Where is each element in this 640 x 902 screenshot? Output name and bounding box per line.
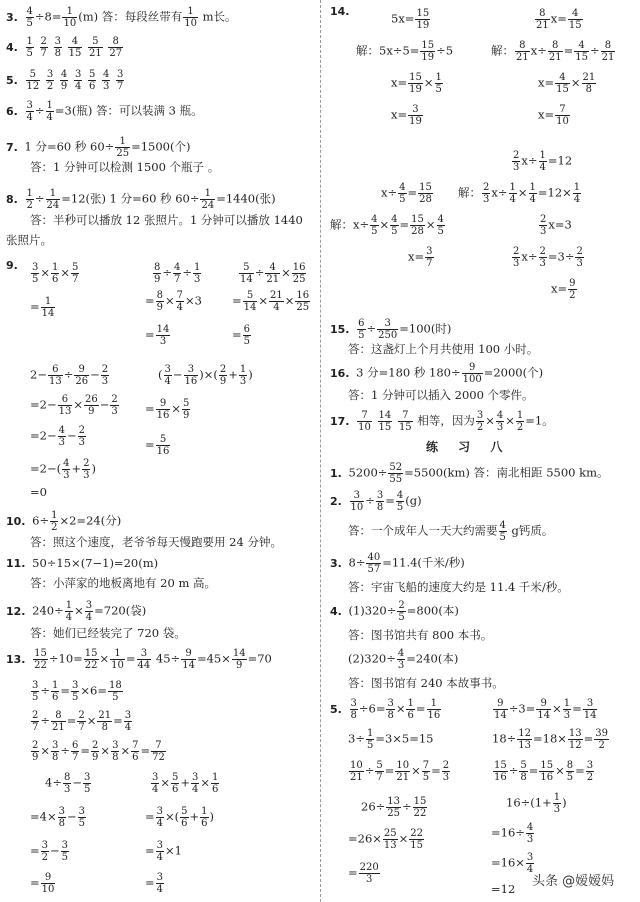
- fraction: $\frac{4}{3}$: [63, 458, 70, 481]
- fraction: $\frac{15}{16}$: [540, 760, 554, 783]
- fraction: $\frac{3}{5}$: [32, 680, 39, 703]
- fraction: $\frac{14}{9}$: [232, 648, 246, 671]
- fraction: $\frac{21}{4}$: [270, 290, 283, 313]
- fraction: $\frac{7}{10}$: [358, 410, 371, 433]
- fraction: $\frac{5}{8}$: [520, 760, 527, 783]
- fraction: $\frac{3}{19}$: [409, 104, 422, 127]
- answer-line-left-40: = $\frac{3}{2}$ − $\frac{3}{5}$: [30, 840, 69, 863]
- fraction: $\frac{3}{7}$: [117, 69, 124, 92]
- answer-line-left-41: = $\frac{3}{4}$ ×1: [145, 840, 182, 863]
- problem-number: 16.: [330, 366, 350, 380]
- answer-line-right-11: 解： $\frac{2}{3}$ x÷ $\frac{1}{4}$ × $\frac{1}{4}$ =12× $\frac{1}{4}$: [458, 182, 581, 205]
- fraction: $\frac{3}{4}$: [156, 806, 164, 829]
- fraction: $\frac{14}{15}$: [378, 410, 392, 433]
- answer-line-right-22: 2. $\frac{3}{10}$ ÷ $\frac{3}{8}$ = $\frac{4}{5}$ (g): [330, 490, 422, 513]
- right-column: [326, 0, 640, 902]
- fraction: $\frac{2}{7}$: [40, 36, 47, 59]
- fraction: $\frac{3}{4}$: [526, 852, 534, 875]
- fraction: $\frac{1}{24}$: [46, 188, 60, 211]
- fraction: $\frac{4}{7}$: [174, 262, 181, 285]
- fraction: $\frac{1}{2}$: [516, 410, 524, 433]
- fraction: $\frac{1}{10}$: [63, 6, 77, 29]
- problem-number: 4.: [330, 604, 342, 618]
- fraction: $\frac{15}{19}$: [409, 72, 422, 95]
- fraction: $\frac{9}{14}$: [182, 648, 195, 671]
- fraction: $\frac{8}{21}$: [516, 40, 529, 63]
- fraction: $\frac{22}{15}$: [410, 828, 424, 851]
- fraction: $\frac{9}{16}$: [156, 398, 170, 421]
- answer-line-right-7: x= $\frac{3}{19}$: [391, 104, 422, 127]
- fraction: $\frac{9}{14}$: [537, 698, 551, 721]
- fraction: $\frac{3}{2}$: [46, 69, 54, 92]
- fraction: $\frac{7}{5}$: [422, 760, 430, 783]
- fraction: $\frac{3}{44}$: [137, 648, 151, 671]
- fraction: $\frac{5}{7}$: [376, 760, 383, 783]
- fraction: $\frac{3}{2}$: [586, 760, 594, 783]
- fraction: $\frac{4}{15}$: [68, 36, 82, 59]
- fraction: $\frac{1}{3}$: [553, 792, 561, 815]
- fraction: $\frac{5}{12}$: [26, 69, 40, 92]
- answer-line-left-30: 12. 240÷ $\frac{1}{4}$ × $\frac{3}{4}$ =720(袋): [6, 600, 147, 623]
- problem-number: 9.: [6, 259, 18, 272]
- fraction: $\frac{3}{250}$: [378, 318, 398, 341]
- fraction: $\frac{3}{16}$: [184, 364, 198, 387]
- answer-line-right-39: =16÷ $\frac{4}{3}$: [491, 822, 534, 845]
- fraction: $\frac{2}{3}$: [483, 182, 490, 205]
- answer-line-left-13: = $\frac{1}{14}$: [30, 296, 55, 319]
- answer-line-left-21: = $\frac{9}{16}$ × $\frac{5}{9}$: [145, 398, 190, 421]
- fraction: $\frac{4}{9}$: [60, 69, 68, 92]
- answer-line-right-21: 17. $\frac{7}{10}$ $\frac{14}{15}$ $\frac{7}{15}$ 相等，因为 $\frac{3}{2}$ × $\frac{4}{3}$ × $\frac{1}{2}$ =1。: [330, 410, 554, 433]
- fraction: $\frac{5}{9}$: [183, 398, 190, 421]
- problem-number: 14.: [330, 5, 350, 18]
- fraction: $\frac{3}{4}$: [74, 69, 82, 92]
- fraction: $\frac{4}{15}$: [556, 72, 569, 95]
- fraction: $\frac{2}{3}$: [539, 246, 546, 269]
- fraction: $\frac{2}{3}$: [83, 458, 90, 481]
- answer-line-right-20: 答：1 分钟可以插入 2000 个零件。: [348, 388, 534, 402]
- fraction: $\frac{4}{15}$: [575, 40, 588, 63]
- fraction: $\frac{3}{8}$: [54, 36, 61, 59]
- fraction: $\frac{5}{21}$: [88, 36, 102, 59]
- fraction: $\frac{5}{14}$: [243, 290, 257, 313]
- problem-number: 5.: [6, 73, 18, 87]
- fraction: $\frac{2}{9}$: [92, 740, 99, 763]
- answer-line-left-38: =4× $\frac{3}{8}$ − $\frac{3}{5}$: [30, 806, 85, 829]
- answer-line-left-36: 4÷ $\frac{8}{3}$ − $\frac{3}{5}$: [45, 772, 91, 795]
- problem-number: 7.: [6, 140, 18, 154]
- fraction: $\frac{8}{27}$: [109, 36, 123, 59]
- answer-line-left-18: 2− $\frac{6}{13}$ ÷ $\frac{9}{26}$ − $\frac{2}{3}$: [30, 364, 109, 387]
- fraction: $\frac{7}{15}$: [398, 410, 412, 433]
- fraction: $\frac{12}{13}$: [518, 728, 532, 751]
- fraction: $\frac{1}{2}$: [51, 510, 58, 533]
- answer-line-left-11: $\frac{8}{9}$ ÷ $\frac{4}{7}$ ÷ $\frac{1}{3}$: [154, 262, 201, 285]
- answer-line-right-30: 5. $\frac{3}{8}$ ÷6= $\frac{3}{8}$ × $\frac{1}{6}$ = $\frac{1}{16}$: [330, 698, 441, 721]
- fraction: $\frac{16}{25}$: [292, 262, 306, 285]
- fraction: $\frac{1}{6}$: [52, 680, 59, 703]
- fraction: $\frac{3}{8}$: [58, 806, 65, 829]
- fraction: $\frac{5}{16}$: [156, 434, 170, 457]
- fraction: $\frac{5}{6}$: [181, 806, 188, 829]
- answer-line-left-15: = $\frac{5}{14}$ × $\frac{21}{4}$ × $\frac{16}{25}$: [232, 290, 310, 313]
- fraction: $\frac{6}{5}$: [243, 324, 251, 347]
- answer-line-left-10: $\frac{3}{5}$ × $\frac{1}{6}$ × $\frac{5}{7}$: [32, 262, 79, 285]
- fraction: $\frac{1}{6}$: [407, 698, 414, 721]
- answer-line-right-41: =16× $\frac{3}{4}$: [491, 852, 534, 875]
- fraction: $\frac{15}{16}$: [494, 760, 507, 783]
- fraction: $\frac{2}{3}$: [513, 150, 520, 173]
- problem-number: 1.: [330, 466, 342, 480]
- answer-line-left-32: 13. $\frac{15}{22}$ ÷10= $\frac{15}{22}$ × $\frac{1}{10}$ = $\frac{3}{44}$ 45÷ $\frac{9}{14}$ =45× $\frac{14}{9}$ =70: [6, 648, 272, 671]
- fraction: $\frac{1}{24}$: [201, 188, 215, 211]
- fraction: $\frac{4}{3}$: [103, 69, 110, 92]
- fraction: $\frac{3}{5}$: [32, 262, 39, 285]
- problem-number: 17.: [330, 414, 350, 428]
- fraction: $\frac{25}{13}$: [383, 828, 397, 851]
- answer-line-left-5: 答：1 分钟可以检测 1500 个瓶子 。: [30, 160, 220, 174]
- answer-line-right-6: x= $\frac{4}{15}$ × $\frac{21}{8}$: [538, 72, 596, 95]
- answer-line-left-1: [6, 36, 124, 59]
- answer-line-right-8: x= $\frac{7}{10}$: [538, 104, 569, 127]
- problem-number: 6.: [6, 104, 18, 118]
- fraction: $\frac{7}{6}$: [132, 740, 139, 763]
- problem-number: 12.: [6, 604, 26, 618]
- fraction: $\frac{39}{2}$: [595, 728, 609, 751]
- fraction: $\frac{8}{9}$: [154, 262, 161, 285]
- fraction: $\frac{3}{5}$: [72, 680, 79, 703]
- fraction: $\frac{3}{4}$: [124, 710, 132, 733]
- fraction: $\frac{1}{6}$: [52, 262, 59, 285]
- fraction: $\frac{1}{16}$: [427, 698, 441, 721]
- answer-line-left-39: = $\frac{3}{4}$ ×( $\frac{5}{6}$ + $\frac{1}{6}$ ): [145, 806, 215, 829]
- fraction: $\frac{7}{4}$: [176, 290, 184, 313]
- fraction: $\frac{4}{5}$: [391, 214, 398, 237]
- fraction: $\frac{4}{3}$: [58, 425, 65, 448]
- answer-line-right-28: (2)320÷ $\frac{4}{3}$ =240(本): [348, 648, 459, 671]
- answer-line-right-29: 答：图书馆有 240 本故事书。: [348, 676, 504, 690]
- problem-number: 3.: [6, 10, 18, 24]
- fraction: $\frac{1}{5}$: [26, 36, 33, 59]
- fraction: $\frac{3}{4}$: [156, 840, 164, 863]
- fraction: $\frac{2}{3}$: [540, 214, 547, 237]
- fraction: $\frac{1}{6}$: [201, 806, 208, 829]
- left-column: [0, 0, 318, 902]
- fraction: $\frac{4}{5}$: [26, 6, 33, 29]
- answer-line-right-37: 16÷(1+ $\frac{1}{3}$ ): [506, 792, 567, 815]
- answer-line-right-10: x÷ $\frac{4}{5}$ = $\frac{15}{28}$: [381, 182, 432, 205]
- fraction: $\frac{16}{25}$: [296, 290, 310, 313]
- fraction: $\frac{5}{6}$: [172, 772, 179, 795]
- problem-number: 4.: [6, 40, 18, 54]
- answer-line-exercise8-q1: 1. 5200÷ $\frac{52}{55}$ =5500(km) 答：南北相距 5500 km。: [330, 462, 609, 485]
- fraction: $\frac{1}{4}$: [65, 600, 73, 623]
- fraction: $\frac{4}{5}$: [371, 214, 378, 237]
- fraction: $\frac{8}{21}$: [548, 40, 562, 63]
- fraction: $\frac{3}{4}$: [152, 772, 159, 795]
- answer-line-right-33: 18÷ $\frac{12}{13}$ =18× $\frac{13}{12}$ = $\frac{39}{2}$: [492, 728, 609, 751]
- fraction: $\frac{3}{4}$: [156, 872, 164, 895]
- section-title: 练 习 八: [426, 440, 511, 454]
- fraction: $\frac{2}{7}$: [78, 710, 85, 733]
- fraction: $\frac{9}{10}$: [41, 872, 55, 895]
- answer-line-left-22: =2− $\frac{4}{3}$ − $\frac{2}{3}$: [30, 425, 85, 448]
- answer-line-left-31: 答：她们已经装完了 720 袋。: [30, 626, 186, 640]
- answer-line-left-33: $\frac{3}{5}$ ÷ $\frac{1}{6}$ = $\frac{3}{5}$ ×6= $\frac{18}{5}$: [32, 680, 122, 703]
- answer-line-right-1: 5x= $\frac{15}{19}$: [391, 8, 430, 31]
- fraction: $\frac{3}{4}$: [85, 600, 93, 623]
- fraction: $\frac{21}{8}$: [582, 72, 596, 95]
- fraction: $\frac{3}{14}$: [583, 698, 597, 721]
- fraction: $\frac{2}{7}$: [32, 710, 39, 733]
- fraction: $\frac{9}{26}$: [75, 364, 89, 387]
- fraction: $\frac{1}{10}$: [184, 6, 197, 29]
- fraction: $\frac{1}{14}$: [41, 296, 55, 319]
- answer-line-left-4: 7. 1 分=60 秒 60÷ $\frac{1}{25}$ =1500(个): [6, 136, 191, 159]
- fraction: $\frac{8}{3}$: [63, 772, 71, 795]
- answer-line-left-12: $\frac{5}{14}$ ÷ $\frac{4}{21}$ × $\frac{16}{25}$: [240, 262, 306, 285]
- fraction: $\frac{3}{5}$: [83, 772, 91, 795]
- answer-line-right-32: 3÷ $\frac{1}{5}$ =3×5=15: [348, 728, 434, 751]
- problem-number: 13.: [6, 652, 26, 666]
- answer-line-right-17: 15. $\frac{6}{5}$ ÷ $\frac{3}{250}$ =100(时): [330, 318, 452, 341]
- problem-number: 5.: [330, 702, 342, 716]
- answer-line-left-8: 张照片。: [6, 233, 52, 247]
- fraction: $\frac{3}{4}$: [26, 100, 33, 123]
- fraction: $\frac{18}{5}$: [109, 680, 122, 703]
- fraction: $\frac{8}{5}$: [566, 760, 574, 783]
- answer-line-right-26: 4. (1)320÷ $\frac{2}{5}$ =800(本): [330, 600, 459, 623]
- answer-line-right-34: $\frac{10}{21}$ ÷ $\frac{5}{7}$ = $\frac{10}{21}$ × $\frac{7}{5}$ = $\frac{2}{3}$: [350, 760, 450, 783]
- answer-line-right-24: 3. 8÷ $\frac{40}{57}$ =11.4(千米/秒): [330, 552, 465, 575]
- fraction: $\frac{3}{7}$: [426, 246, 433, 269]
- answer-line-left-28: 11. 50÷15×(7−1)=20(m): [6, 556, 159, 570]
- problem-number: 3.: [330, 556, 342, 570]
- fraction: $\frac{10}{21}$: [396, 760, 410, 783]
- fraction: $\frac{6}{7}$: [72, 740, 79, 763]
- answer-line-right-4: 解： $\frac{8}{21}$ x÷ $\frac{8}{21}$ = $\frac{4}{15}$ ÷ $\frac{8}{21}$: [491, 40, 615, 63]
- fraction: $\frac{2}{3}$: [576, 246, 583, 269]
- answer-line-left-17: = $\frac{6}{5}$: [232, 324, 251, 347]
- answer-line-left-0: 3. $\frac{4}{5}$ ÷8= $\frac{1}{10}$ (m) 答：每段丝带有 $\frac{1}{10}$ m长。: [6, 6, 237, 29]
- answer-line-left-37: $\frac{3}{4}$ × $\frac{5}{6}$ + $\frac{3}{4}$ × $\frac{1}{6}$: [152, 772, 219, 795]
- fraction: $\frac{5}{14}$: [240, 262, 253, 285]
- fraction: $\frac{1}{4}$: [573, 182, 581, 205]
- answer-line-left-35: $\frac{2}{9}$ × $\frac{3}{8}$ ÷ $\frac{6}{7}$ = $\frac{2}{9}$ × $\frac{3}{8}$ × $\frac{7}{6}$ = $\frac{7}{72}$: [32, 740, 165, 763]
- answer-line-right-3: 解：5x÷5= $\frac{15}{19}$ ÷5: [356, 40, 454, 63]
- fraction: $\frac{4}{5}$: [396, 490, 404, 513]
- fraction: $\frac{3}{8}$: [387, 698, 394, 721]
- fraction: $\frac{5}{6}$: [88, 69, 96, 92]
- answer-line-right-16: x= $\frac{9}{2}$: [551, 278, 576, 301]
- fraction: $\frac{1}{3}$: [563, 698, 571, 721]
- answer-line-right-40: = $\frac{220}{3}$: [348, 862, 379, 885]
- answer-line-left-14: = $\frac{8}{9}$ × $\frac{7}{4}$ ×3: [145, 290, 202, 313]
- fraction: $\frac{9}{14}$: [494, 698, 507, 721]
- answer-line-right-36: 26÷ $\frac{13}{25}$ ÷ $\frac{15}{22}$: [361, 796, 427, 819]
- answer-line-left-27: 答：照这个速度，老爷爷每天慢跑要用 24 分钟。: [30, 535, 282, 549]
- answer-line-left-2: [6, 69, 125, 92]
- fraction: $\frac{1}{10}$: [111, 648, 124, 671]
- answer-line-left-3: 6. $\frac{3}{4}$ ÷ $\frac{1}{4}$ =3(瓶) 答：可以装满 3 瓶。: [6, 100, 203, 123]
- answer-line-left-23: = $\frac{5}{16}$: [145, 434, 170, 457]
- fraction: $\frac{15}{19}$: [416, 8, 430, 31]
- fraction: $\frac{7}{72}$: [152, 740, 165, 763]
- fraction: $\frac{220}{3}$: [359, 862, 379, 885]
- answer-line-right-35: $\frac{15}{16}$ ÷ $\frac{5}{8}$ = $\frac{15}{16}$ × $\frac{8}{5}$ = $\frac{3}{2}$: [494, 760, 594, 783]
- fraction: $\frac{1}{2}$: [26, 188, 33, 211]
- fraction: $\frac{3}{8}$: [350, 698, 357, 721]
- answer-line-right-23: 答：一个成年人一天大约需要 $\frac{4}{5}$ g钙质。: [348, 520, 554, 543]
- answer-line-right-42: =12: [491, 882, 516, 896]
- answer-line-left-9: [6, 258, 21, 273]
- fraction: $\frac{1}{3}$: [239, 364, 247, 387]
- column-divider: [320, 0, 321, 902]
- answer-line-right-15: $\frac{2}{3}$ x÷ $\frac{2}{3}$ =3÷ $\frac{2}{3}$: [513, 246, 583, 269]
- fraction: $\frac{13}{25}$: [387, 796, 401, 819]
- fraction: $\frac{15}{19}$: [421, 40, 435, 63]
- fraction: $\frac{3}{8}$: [376, 490, 384, 513]
- answer-line-left-16: = $\frac{14}{3}$: [145, 324, 170, 347]
- answer-line-left-43: = $\frac{3}{4}$: [145, 872, 164, 895]
- problem-number: 2.: [330, 494, 342, 508]
- fraction: $\frac{5}{7}$: [72, 262, 79, 285]
- fraction: $\frac{52}{55}$: [389, 462, 403, 485]
- fraction: $\frac{6}{13}$: [58, 394, 72, 417]
- fraction: $\frac{1}{4}$: [539, 150, 546, 173]
- fraction: $\frac{1}{25}$: [116, 136, 130, 159]
- fraction: $\frac{4}{3}$: [526, 822, 534, 845]
- fraction: $\frac{1}{4}$: [509, 182, 516, 205]
- fraction: $\frac{4}{3}$: [496, 410, 504, 433]
- fraction: $\frac{3}{4}$: [164, 364, 171, 387]
- fraction: $\frac{15}{22}$: [34, 648, 47, 671]
- fraction: $\frac{13}{12}$: [568, 728, 582, 751]
- watermark-text: 头条 @嫒嫒妈: [532, 874, 615, 889]
- fraction: $\frac{14}{3}$: [156, 324, 170, 347]
- fraction: $\frac{6}{5}$: [358, 318, 365, 341]
- fraction: $\frac{1}{3}$: [194, 262, 201, 285]
- fraction: $\frac{2}{3}$: [78, 425, 85, 448]
- fraction: $\frac{4}{5}$: [437, 214, 444, 237]
- answer-line-right-0: [330, 4, 353, 19]
- fraction: $\frac{2}{3}$: [513, 246, 520, 269]
- fraction: $\frac{2}{9}$: [32, 740, 39, 763]
- fraction: $\frac{2}{9}$: [219, 364, 227, 387]
- problem-number: 11.: [6, 557, 26, 570]
- fraction: $\frac{7}{10}$: [556, 104, 569, 127]
- fraction: $\frac{3}{2}$: [41, 840, 49, 863]
- fraction: $\frac{15}{22}$: [413, 796, 427, 819]
- answer-line-left-25: =0: [30, 485, 47, 499]
- fraction: $\frac{15}{28}$: [419, 182, 432, 205]
- answer-line-left-20: =2− $\frac{6}{13}$ × $\frac{26}{9}$ − $\frac{2}{3}$: [30, 394, 118, 417]
- answer-line-left-34: $\frac{2}{7}$ ÷ $\frac{8}{21}$ = $\frac{2}{7}$ × $\frac{21}{8}$ = $\frac{3}{4}$: [32, 710, 132, 733]
- problem-number: 10.: [6, 514, 26, 528]
- fraction: $\frac{15}{22}$: [84, 648, 98, 671]
- answer-line-left-6: 8. $\frac{1}{2}$ ÷ $\frac{1}{24}$ =12(张) 1 分=60 秒 60÷ $\frac{1}{24}$ =1440(张): [6, 188, 276, 211]
- fraction: $\frac{3}{10}$: [350, 490, 364, 513]
- answer-line-right-12: 解：x÷ $\frac{4}{5}$ × $\frac{4}{5}$ = $\frac{15}{28}$ × $\frac{4}{5}$: [330, 214, 444, 237]
- problem-number: 8.: [6, 192, 18, 206]
- fraction: $\frac{4}{5}$: [399, 182, 406, 205]
- answer-line-right-5: x= $\frac{15}{19}$ × $\frac{1}{5}$: [391, 72, 442, 95]
- fraction: $\frac{26}{9}$: [84, 394, 98, 417]
- fraction: $\frac{10}{21}$: [350, 760, 363, 783]
- fraction: $\frac{8}{21}$: [52, 710, 65, 733]
- fraction: $\frac{8}{21}$: [601, 40, 615, 63]
- problem-number: 15.: [330, 322, 350, 336]
- fraction: $\frac{3}{4}$: [192, 772, 199, 795]
- fraction: $\frac{3}{2}$: [476, 410, 484, 433]
- fraction: $\frac{2}{3}$: [101, 364, 109, 387]
- fraction: $\frac{1}{5}$: [435, 72, 442, 95]
- answer-line-left-42: = $\frac{9}{10}$: [30, 872, 55, 895]
- fraction: $\frac{1}{4}$: [46, 100, 53, 123]
- answer-line-right-38: =26× $\frac{25}{13}$ × $\frac{22}{15}$: [348, 828, 424, 851]
- fraction: $\frac{8}{9}$: [156, 290, 164, 313]
- fraction: $\frac{3}{8}$: [52, 740, 59, 763]
- answer-line-right-2: $\frac{8}{21}$ x= $\frac{4}{15}$: [536, 8, 582, 31]
- answer-line-left-26: 10. 6÷ $\frac{1}{2}$ ×2=24(分): [6, 510, 122, 533]
- fraction: $\frac{40}{57}$: [367, 552, 381, 575]
- answer-line-right-18: 答：这盏灯上个月共使用 100 小时。: [348, 342, 539, 356]
- answer-line-right-31: $\frac{9}{14}$ ÷3= $\frac{9}{14}$ × $\frac{1}{3}$ = $\frac{3}{14}$: [494, 698, 597, 721]
- fraction: $\frac{1}{4}$: [529, 182, 536, 205]
- answer-line-right-19: 16. 3 分=180 秒 180÷ $\frac{9}{100}$ =2000(个): [330, 362, 544, 385]
- answer-line-right-14: x= $\frac{3}{7}$: [408, 246, 433, 269]
- fraction: $\frac{3}{5}$: [61, 840, 69, 863]
- fraction: $\frac{4}{3}$: [397, 648, 405, 671]
- fraction: $\frac{1}{6}$: [212, 772, 219, 795]
- answer-line-left-7: 答：半秒可以播放 12 张照片。1 分钟可以播放 1440: [30, 213, 303, 227]
- fraction: $\frac{3}{8}$: [112, 740, 119, 763]
- answer-line-left-24: =2−( $\frac{4}{3}$ + $\frac{2}{3}$ ): [30, 458, 96, 481]
- fraction: $\frac{4}{15}$: [568, 8, 582, 31]
- answer-line-right-9: $\frac{2}{3}$ x÷ $\frac{1}{4}$ =12: [513, 150, 573, 173]
- fraction: $\frac{2}{5}$: [398, 600, 405, 623]
- fraction: $\frac{2}{3}$: [111, 394, 118, 417]
- fraction: $\frac{1}{5}$: [366, 728, 374, 751]
- fraction: $\frac{9}{100}$: [462, 362, 482, 385]
- fraction: $\frac{4}{5}$: [499, 520, 506, 543]
- fraction: $\frac{21}{8}$: [98, 710, 112, 733]
- fraction: $\frac{9}{2}$: [569, 278, 576, 301]
- answer-line-left-29: 答：小萍家的地板离地有 20 m 高。: [30, 576, 217, 590]
- fraction: $\frac{3}{5}$: [78, 806, 85, 829]
- fraction: $\frac{2}{3}$: [442, 760, 450, 783]
- fraction: $\frac{15}{28}$: [411, 214, 424, 237]
- fraction: $\frac{8}{21}$: [536, 8, 549, 31]
- answer-line-right-25: 答：宇宙飞船的速度大约是 11.4 千米/秒。: [348, 580, 569, 594]
- answer-line-right-27: 答：图书馆共有 800 本书。: [348, 628, 493, 642]
- answer-line-right-13: $\frac{2}{3}$ x=3: [540, 214, 572, 237]
- answer-line-left-19: ( $\frac{3}{4}$ − $\frac{3}{16}$ )×( $\frac{2}{9}$ + $\frac{1}{3}$ ): [158, 364, 253, 387]
- fraction: $\frac{4}{21}$: [266, 262, 280, 285]
- fraction: $\frac{6}{13}$: [48, 364, 62, 387]
